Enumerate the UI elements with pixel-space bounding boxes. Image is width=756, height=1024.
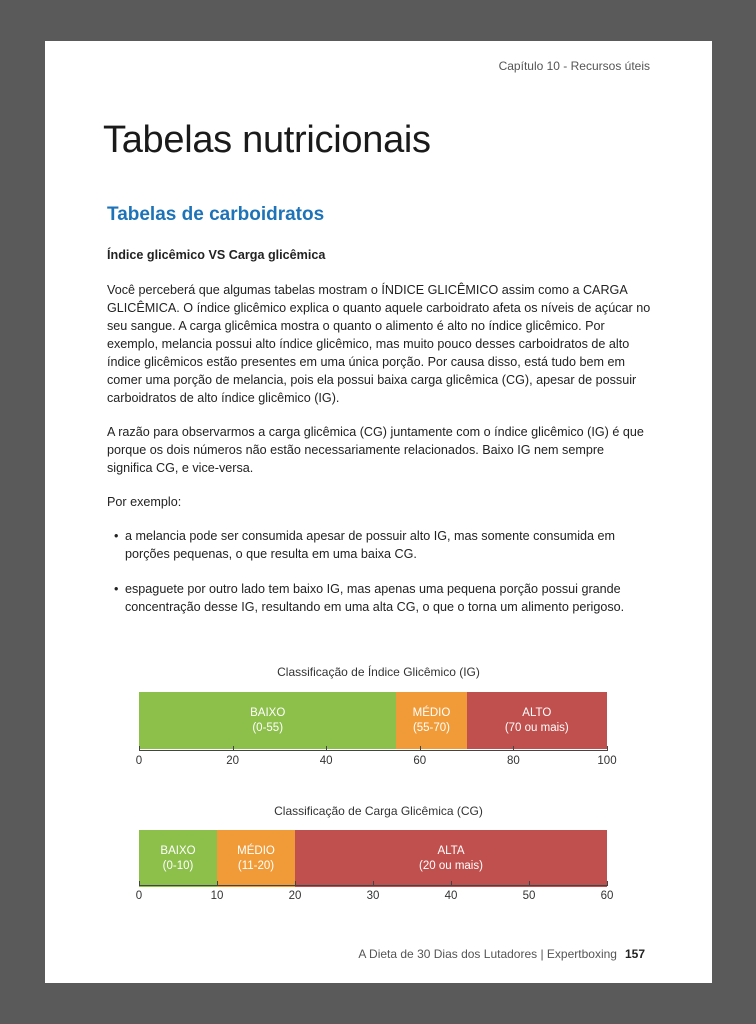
tick-label: 50 <box>522 890 536 902</box>
segment-label: MÉDIO <box>412 706 451 719</box>
segment-label: BAIXO <box>160 844 196 857</box>
segment-range-label: (0-55) <box>252 721 284 734</box>
tick-label: 60 <box>600 890 614 902</box>
tick-label: 30 <box>366 890 380 902</box>
tick-label: 10 <box>210 890 224 902</box>
chart-bar-area <box>139 830 607 887</box>
tick-label: 20 <box>288 890 302 902</box>
segment-range-label: (55-70) <box>412 721 451 734</box>
segment-range-label: (0-10) <box>162 859 194 872</box>
tick-label: 100 <box>597 755 617 767</box>
axis-tick <box>529 881 530 886</box>
subheading: Índice glicêmico VS Carga glicêmica <box>107 248 326 262</box>
segment-range-label: (20 ou mais) <box>419 859 483 872</box>
list-item: • a melancia pode ser consumida apesar de possuir alto IG, mas somente consumida em porções pequenas, o que resulta em uma baixa CG. <box>107 527 651 563</box>
axis-tick <box>607 881 608 886</box>
axis-tick <box>233 746 234 751</box>
paragraph-example: Por exemplo: <box>107 495 182 509</box>
tick-label: 40 <box>444 890 458 902</box>
axis-tick <box>420 746 421 751</box>
book-title: A Dieta de 30 Dias dos Lutadores | Expertboxing <box>358 947 617 961</box>
list-item: • espaguete por outro lado tem baixo IG, mas apenas uma pequena porção possui grande concentração desse IG, resultando em uma alta CG, o que o torna um alimento perigoso. <box>107 580 651 616</box>
chart-bar-segment <box>139 830 217 887</box>
tick-label: 60 <box>413 755 427 767</box>
chart-bar-segment <box>396 692 466 749</box>
axis-tick <box>295 881 296 886</box>
chart-bar-area <box>139 692 607 749</box>
tick-label: 0 <box>135 755 143 767</box>
document-page <box>45 41 712 983</box>
segment-label: MÉDIO <box>237 844 275 857</box>
paragraph-reason: A razão para observarmos a carga glicêmica (CG) juntamente com o índice glicêmico (IG) é que porque os dois números não estão necessariamente relacionados. Baixo IG nem sempre significa CG, e vice-versa. <box>107 425 644 475</box>
axis-tick <box>139 881 140 886</box>
chart-title: Classificação de Carga Glicêmica (CG) <box>274 804 483 818</box>
tick-label: 40 <box>319 755 333 767</box>
segment-range-label: (11-20) <box>237 859 275 872</box>
tick-label: 20 <box>226 755 239 767</box>
chart-bar-segment <box>139 692 396 749</box>
tick-label: 0 <box>135 890 143 902</box>
chart-bar-segment <box>217 830 295 887</box>
segment-label: BAIXO <box>250 706 286 719</box>
axis-tick <box>513 746 514 751</box>
chart-title: Classificação de Índice Glicêmico (IG) <box>277 665 480 679</box>
chart-bar-segment <box>467 692 607 749</box>
segment-label: ALTO <box>522 706 552 719</box>
axis-tick <box>373 881 374 886</box>
body-text <box>107 246 651 633</box>
page-footer <box>358 947 645 961</box>
segment-range-label: (70 ou mais) <box>504 721 569 734</box>
chart-axis <box>139 750 607 751</box>
axis-tick <box>326 746 327 751</box>
bullet-list <box>107 527 651 616</box>
axis-tick <box>451 881 452 886</box>
axis-tick <box>139 746 140 751</box>
paragraph-intro: Você perceberá que algumas tabelas mostram o ÍNDICE GLICÊMICO assim como a CARGA GLICÊMICA. O índice glicêmico explica o quanto aquele carboidrato afeta os níveis de açúcar no seu sangue. A carga glicêmica mostra o quanto o alimento é alto no índice glicêmico. Por exemplo, melancia possui alto índice glicêmico, mas muito pouco desses carboidratos de alto índice glicêmicos estão presentes em uma única porção. Por causa disso, está tudo bem em comer uma porção de melancia, pois ela possui baixa carga glicêmica (CG), apesar de possuir carboidratos de alto índice glicêmico (IG). <box>107 283 651 405</box>
chapter-header: Capítulo 10 - Recursos úteis <box>498 59 650 73</box>
page-number: 157 <box>624 947 645 961</box>
axis-tick <box>217 881 218 886</box>
page-title: Tabelas nutricionais <box>103 119 431 161</box>
chart-bar-segment <box>295 830 607 887</box>
tick-label: 80 <box>506 755 520 767</box>
section-title: Tabelas de carboidratos <box>107 204 325 225</box>
axis-tick <box>607 746 608 751</box>
segment-label: ALTA <box>437 844 465 857</box>
